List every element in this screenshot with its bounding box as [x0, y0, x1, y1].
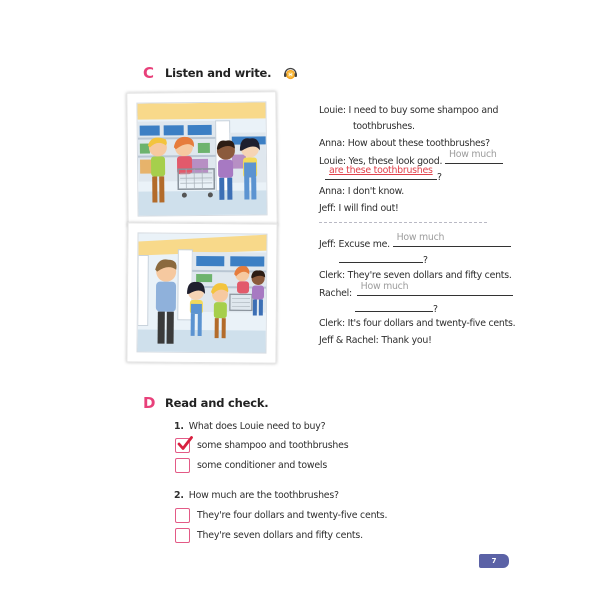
- dialogue-line: [319, 268, 515, 284]
- dialogue-line-continuation: [319, 251, 515, 267]
- checkbox-checked[interactable]: [175, 438, 190, 453]
- answer-blank-3[interactable]: [393, 232, 511, 247]
- answer-fill: are these toothbrushes: [329, 165, 433, 177]
- checkbox-unchecked[interactable]: [175, 458, 190, 473]
- dialogue-text: They're seven dollars and fifty cents.: [347, 269, 512, 281]
- option-label: They're four dollars and twenty-five cents.: [197, 510, 388, 521]
- answer-blank-5[interactable]: [357, 280, 513, 296]
- dialogue-divider: [319, 222, 487, 223]
- dialogue-line: [319, 316, 515, 332]
- section-letter-d: D: [143, 394, 156, 412]
- dialogue-text: Excuse me.: [338, 239, 390, 250]
- answer-fill: How much: [360, 280, 409, 292]
- question-2: [174, 490, 339, 501]
- question-1: [174, 421, 325, 432]
- headphones-audio-icon[interactable]: [283, 66, 298, 81]
- dialogue-line-continuation: [319, 165, 503, 184]
- dialogue-line: [319, 201, 503, 217]
- illustration-top: [126, 91, 277, 227]
- dialogue-line-continuation: [319, 119, 503, 135]
- dialogue-text: Thank you!: [381, 334, 432, 346]
- speaker-label: Clerk:: [319, 318, 345, 330]
- answer-blank-6[interactable]: [355, 300, 433, 312]
- dialogue-text: I need to buy some shampoo and: [348, 105, 499, 116]
- speaker-label: Louie:: [319, 105, 346, 116]
- dialogue-part-1: [319, 103, 503, 217]
- dialogue-part-2: [319, 232, 516, 349]
- option-q2-a[interactable]: [175, 508, 387, 523]
- question-text: What does Louie need to buy?: [188, 421, 326, 432]
- dialogue-line: [319, 184, 503, 200]
- speaker-label: Clerk:: [319, 269, 345, 281]
- answer-fill: How much: [448, 148, 497, 160]
- option-label: They're seven dollars and fifty cents.: [197, 530, 363, 541]
- option-label: some conditioner and towels: [197, 460, 328, 471]
- section-c-header: [143, 64, 298, 82]
- dialogue-line: [319, 232, 515, 251]
- dialogue-text: I don't know.: [347, 186, 404, 198]
- section-letter-c: C: [143, 64, 155, 82]
- dialogue-text: How about these toothbrushes?: [347, 137, 490, 149]
- page-number-tab: 7: [479, 554, 509, 568]
- speaker-label: Anna:: [319, 186, 345, 198]
- dialogue-text: It's four dollars and twenty-five cents.: [347, 318, 516, 330]
- dialogue-line: [319, 280, 515, 300]
- section-d-header: [143, 394, 268, 412]
- question-number: 2.: [174, 490, 184, 501]
- question-mark: ?: [433, 304, 438, 316]
- option-label: some shampoo and toothbrushes: [197, 440, 349, 451]
- answer-blank-1[interactable]: [445, 148, 503, 164]
- dialogue-text: I will find out!: [338, 202, 399, 214]
- checkbox-unchecked[interactable]: [175, 508, 190, 523]
- section-d-title: Read and check.: [165, 396, 269, 410]
- speaker-label: Rachel:: [319, 287, 352, 299]
- option-q1-b[interactable]: [175, 458, 327, 473]
- illustration-bottom: [126, 222, 277, 363]
- answer-blank-4[interactable]: [339, 251, 423, 263]
- section-c-title: Listen and write.: [165, 66, 272, 80]
- dialogue-line: [319, 103, 503, 119]
- speaker-label: Louie:: [319, 155, 346, 167]
- option-q1-a[interactable]: [175, 438, 348, 453]
- store-aisle-scene-1: [136, 101, 267, 216]
- dialogue-text: toothbrushes.: [353, 121, 415, 133]
- speaker-label: Jeff:: [319, 239, 336, 250]
- answer-fill: How much: [396, 232, 445, 243]
- question-text: How much are the toothbrushes?: [188, 490, 339, 501]
- speaker-label: Jeff & Rachel:: [319, 334, 379, 346]
- question-number: 1.: [174, 421, 184, 432]
- checkmark-icon: [177, 436, 193, 452]
- question-mark: ?: [423, 255, 428, 267]
- question-mark: ?: [437, 172, 442, 184]
- dialogue-line-continuation: [319, 300, 515, 316]
- option-q2-b[interactable]: [175, 528, 363, 543]
- dialogue-text: Yes, these look good.: [348, 155, 443, 167]
- speaker-label: Jeff:: [319, 202, 336, 214]
- dialogue-line: [319, 333, 515, 349]
- speaker-label: Anna:: [319, 137, 345, 149]
- answer-blank-2[interactable]: [325, 165, 437, 180]
- checkbox-unchecked[interactable]: [175, 528, 190, 543]
- store-aisle-scene-2: [136, 232, 267, 353]
